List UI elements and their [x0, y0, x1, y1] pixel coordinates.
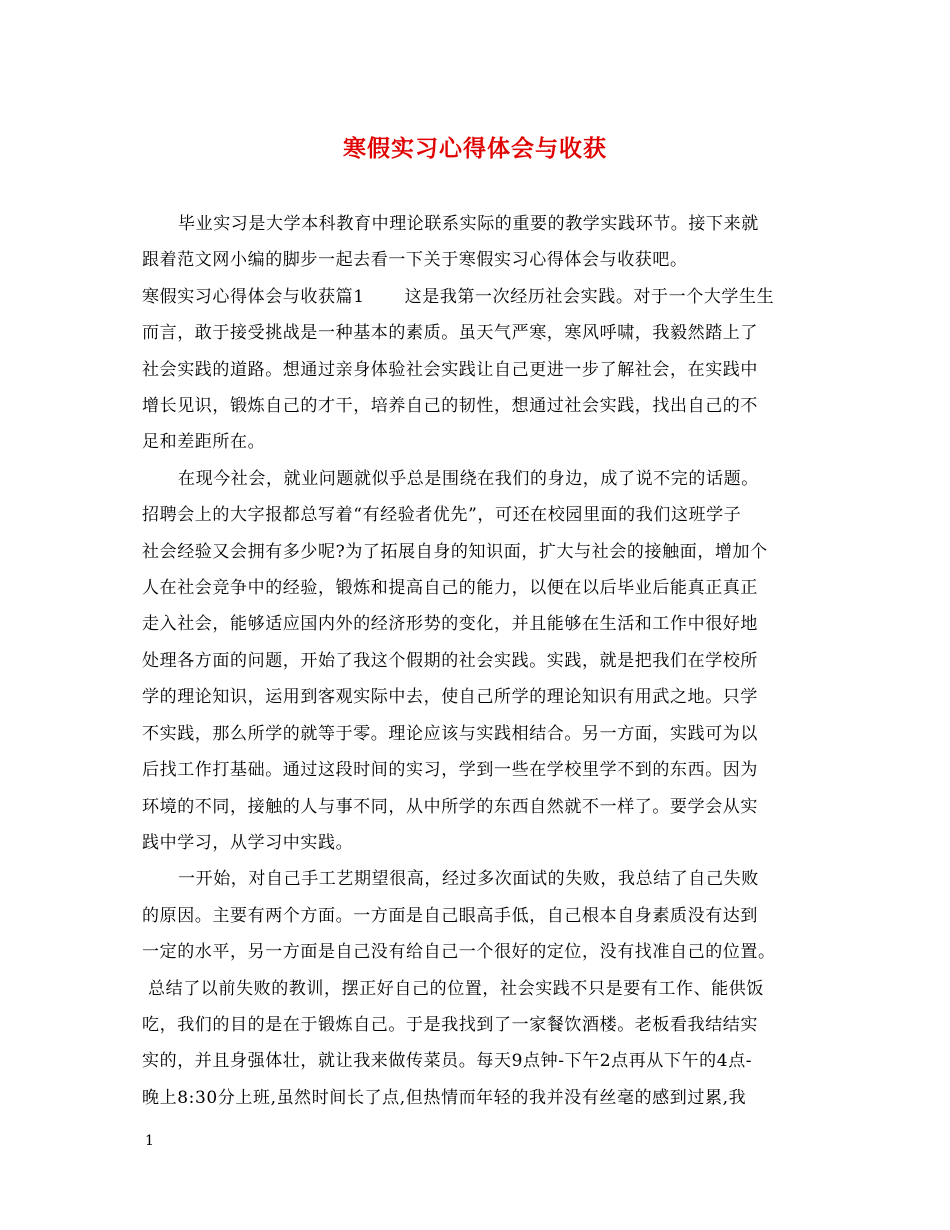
text-line: 走入社会，能够适应国内外的经济形势的变化，并且能够在生活和工作中很好地 [142, 614, 758, 635]
document-title: 寒假实习心得体会与收获 [343, 135, 607, 162]
section-heading: 寒假实习心得体会与收获篇1 [142, 286, 365, 307]
text-line: 这是我第一次经历社会实践。对于一个大学生生 [404, 286, 775, 307]
text-line: 晚上8:30分上班,虽然时间长了点,但热情而年轻的我并没有丝毫的感到过累,我 [142, 1087, 747, 1108]
text-line: 后找工作打基础。通过这段时间的实习，学到一些在学校里学不到的东西。因为 [142, 760, 758, 781]
text-line: 增长见识，锻炼自己的才干，培养自己的韧性，想通过社会实践，找出自己的不 [142, 396, 758, 417]
section-heading-line [142, 279, 822, 315]
text-line: 人在社会竞争中的经验，锻炼和提高自己的能力，以便在以后毕业后能真正真正 [142, 578, 758, 599]
text-line: 践中学习，从学习中实践。 [142, 832, 354, 853]
page-number: 1 [145, 1133, 154, 1149]
text-line: 在现今社会，就业问题就似乎总是围绕在我们的身边，成了说不完的话题。 [178, 468, 759, 489]
text-line: 而言，敢于接受挑战是一种基本的素质。虽天气严寒，寒风呼啸，我毅然踏上了 [142, 323, 758, 344]
document-body [142, 206, 822, 1116]
text-line: 一开始，对自己手工艺期望很高，经过多次面试的失败，我总结了自己失败 [178, 869, 759, 890]
text-line: 社会实践的道路。想通过亲身体验社会实践让自己更进一步了解社会，在实践中 [142, 359, 758, 380]
text-line: 招聘会上的大字报都总写着“有经验者优先”，可还在校园里面的我们这班学子 [142, 505, 742, 526]
text-line: 毕业实习是大学本科教育中理论联系实际的重要的教学实践环节。接下来就 [178, 214, 759, 234]
text-line: 足和差距所在。 [142, 432, 266, 453]
text-line: 学的理论知识，运用到客观实际中去，使自己所学的理论知识有用武之地。只学 [142, 687, 758, 708]
text-line: 一定的水平，另一方面是自己没有给自己一个很好的定位，没有找准自己的位置。 [142, 942, 776, 963]
text-line: 社会经验又会拥有多少呢?为了拓展自身的知识面，扩大与社会的接触面，增加个 [142, 541, 768, 562]
text-line: 跟着范文网小编的脚步一起去看一下关于寒假实习心得体会与收获吧。 [142, 250, 688, 271]
text-line: 的原因。主要有两个方面。一方面是自己眼高手低，自己根本自身素质没有达到 [142, 905, 758, 926]
text-line: 吃，我们的目的是在于锻炼自己。于是我找到了一家餐饮酒楼。老板看我结结实 [142, 1014, 758, 1035]
text-line: 不实践，那么所学的就等于零。理论应该与实践相结合。另一方面，实践可为以 [142, 723, 758, 744]
text-line: 实的，并且身强体壮，就让我来做传菜员。每天9点钟-下午2点再从下午的4点- [142, 1051, 753, 1072]
text-line: 总结了以前失败的教训，摆正好自己的位置，社会实践不只是要有工作、能供饭 [142, 978, 765, 999]
text-line: 处理各方面的问题，开始了我这个假期的社会实践。实践，就是把我们在学校所 [142, 650, 758, 671]
text-line: 环境的不同，接触的人与事不同，从中所学的东西自然就不一样了。要学会从实 [142, 796, 758, 817]
